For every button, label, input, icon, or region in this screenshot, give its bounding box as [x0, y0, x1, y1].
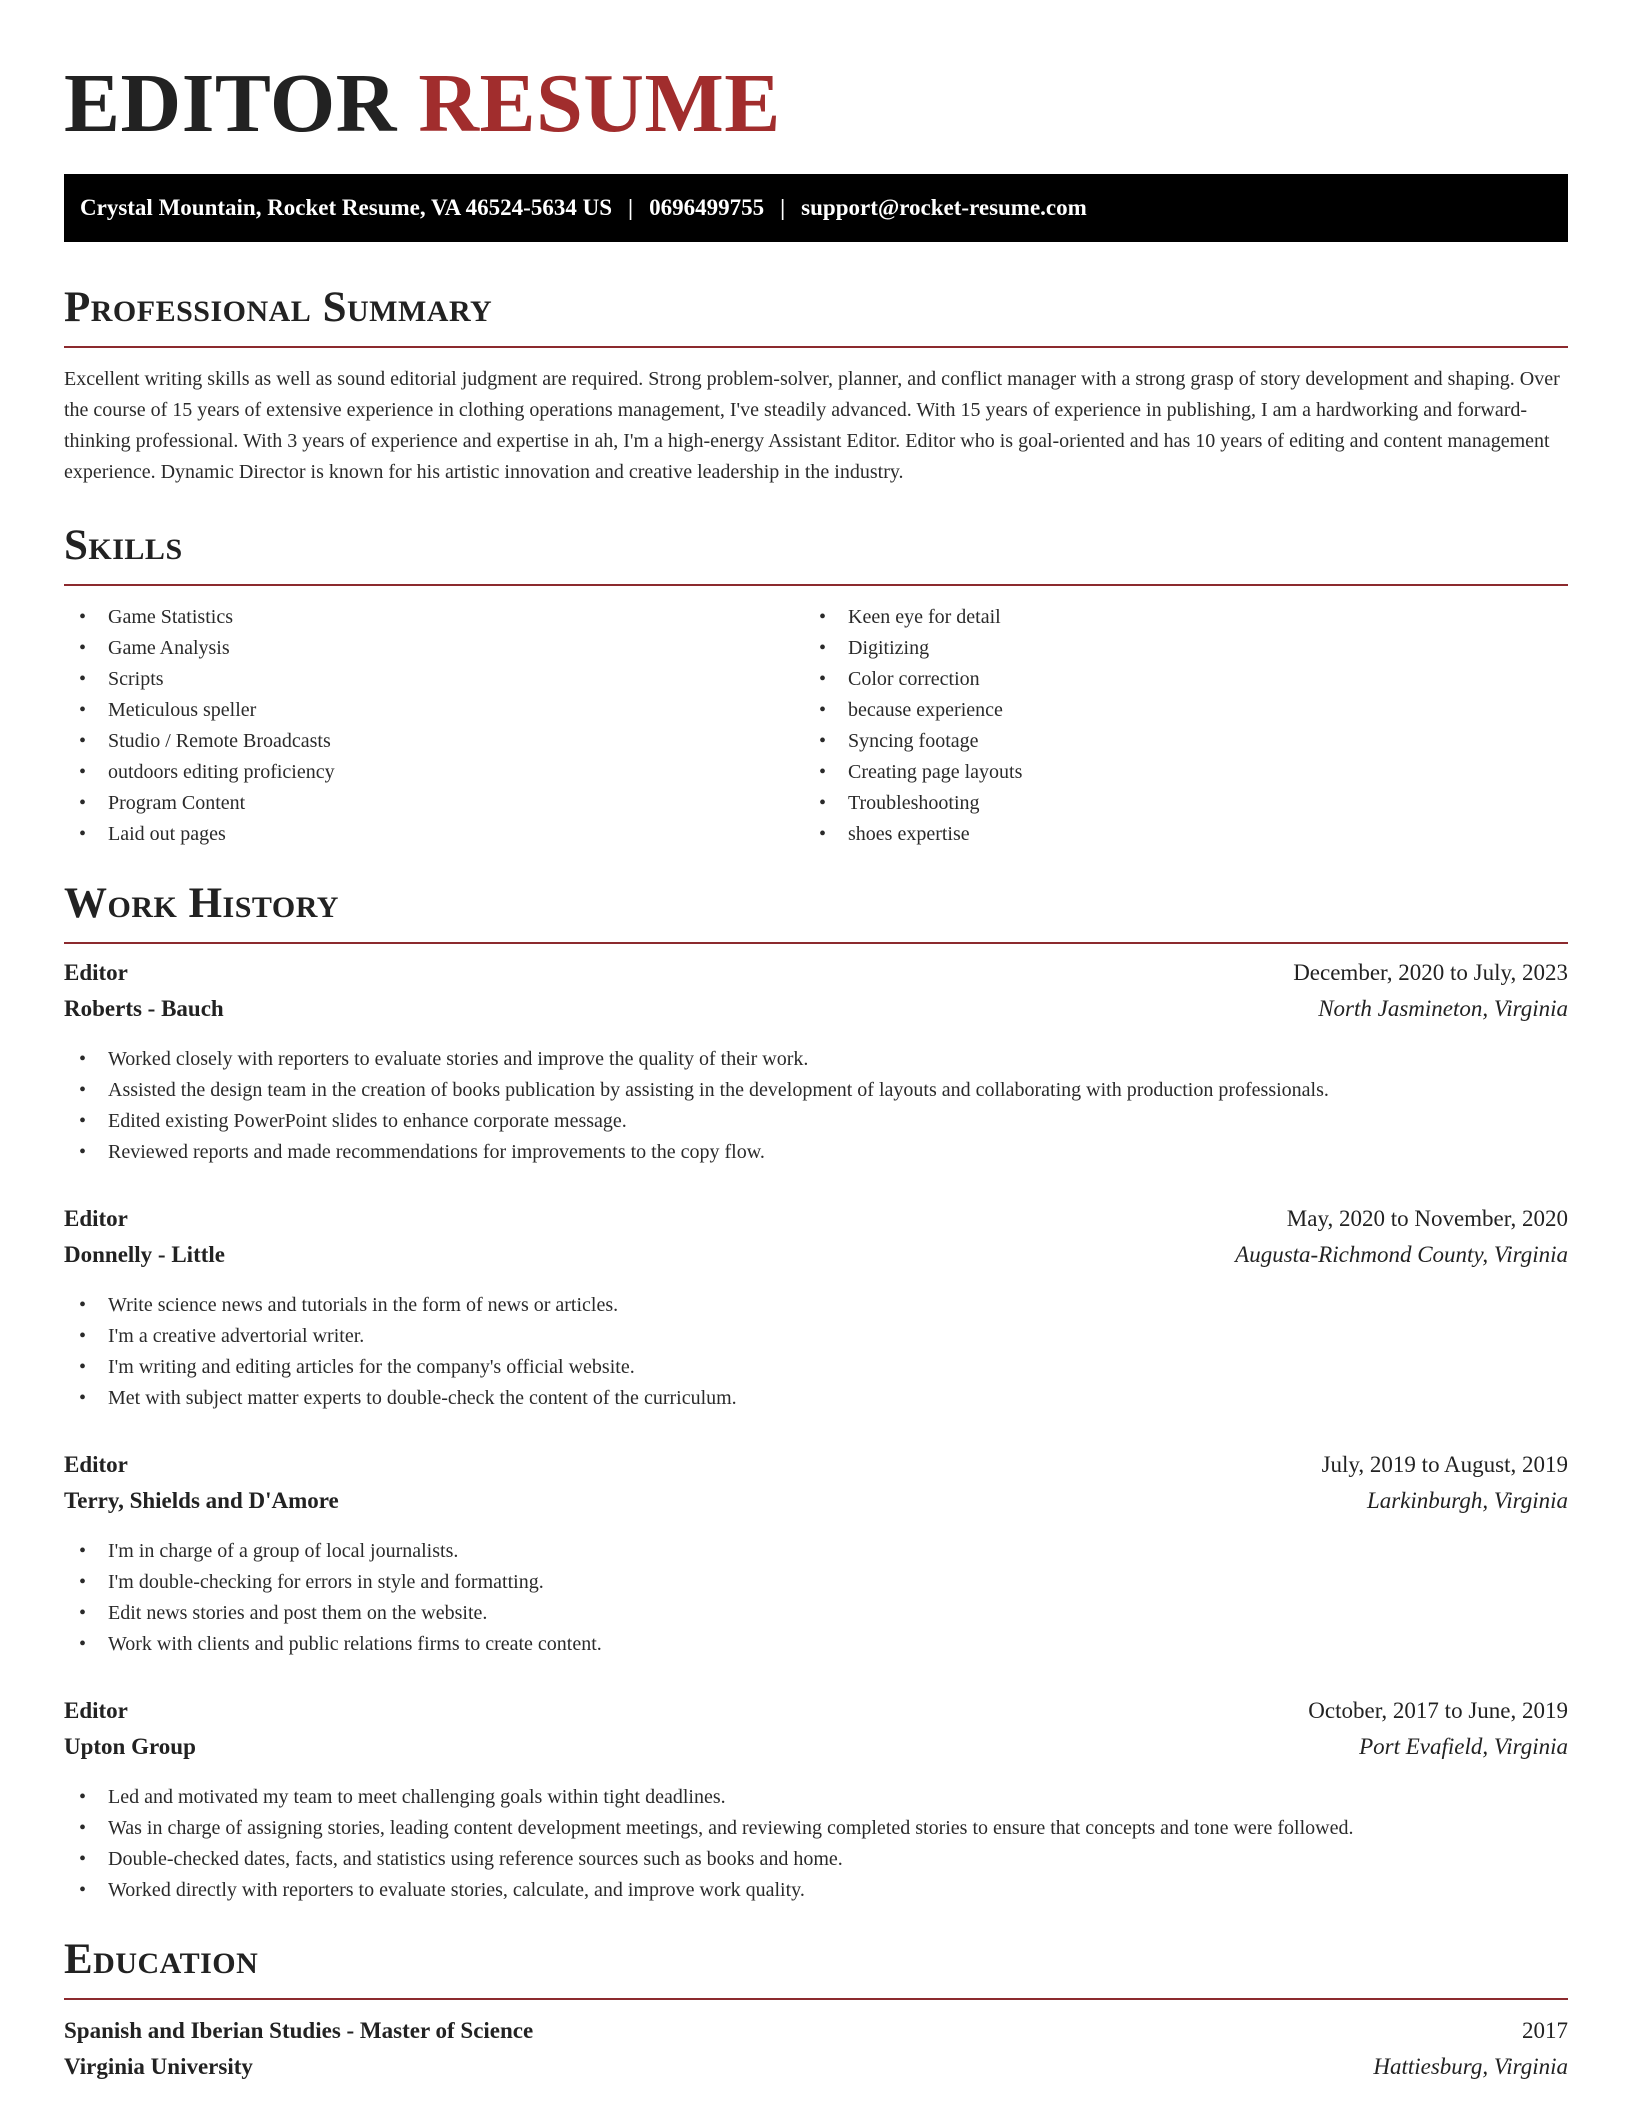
- section-divider: [64, 942, 1568, 944]
- education-year: 2017: [1522, 2018, 1568, 2043]
- job-company: Roberts - Bauch: [64, 996, 224, 1021]
- job-bullet: • Edited existing PowerPoint slides to enhance corporate message.: [64, 1106, 1568, 1137]
- summary-heading: Professional Summary: [64, 284, 493, 331]
- job-bullet: • Led and motivated my team to meet challenging goals within tight deadlines.: [64, 1782, 1568, 1813]
- job-location: Port Evafield, Virginia: [1359, 1734, 1568, 1759]
- education-school-row: [64, 2054, 1568, 2090]
- job-bullet: • I'm a creative advertorial writer.: [64, 1321, 1568, 1352]
- education-degree-row: [64, 2018, 1568, 2054]
- education-entry: [64, 2018, 1568, 2090]
- skill-item: • Keen eye for detail: [804, 602, 1544, 633]
- contact-address: Crystal Mountain, Rocket Resume, VA 46524-5634 US: [80, 195, 612, 220]
- contact-bar: [64, 174, 1568, 242]
- job-bullet: • I'm double-checking for errors in style and formatting.: [64, 1567, 1568, 1598]
- job-company: Upton Group: [64, 1734, 196, 1759]
- job-dates: July, 2019 to August, 2019: [1321, 1452, 1568, 1477]
- resume-title: [64, 0, 1568, 150]
- skill-item: • Color correction: [804, 664, 1544, 695]
- job-bullet: • Met with subject matter experts to double-check the content of the curriculum.: [64, 1383, 1568, 1414]
- skill-item: • shoes expertise: [804, 819, 1544, 850]
- education-degree: Spanish and Iberian Studies - Master of Science: [64, 2018, 534, 2043]
- skill-item: • Scripts: [64, 664, 804, 695]
- job-bullets: [64, 1782, 1568, 1906]
- skill-item: • outdoors editing proficiency: [64, 757, 804, 788]
- skills-list-left: [64, 602, 804, 850]
- work-history-section: [64, 878, 1568, 1906]
- contact-separator: |: [780, 195, 786, 220]
- job-bullets: [64, 1290, 1568, 1414]
- contact-separator: |: [628, 195, 634, 220]
- job-dates: December, 2020 to July, 2023: [1293, 960, 1568, 985]
- job-bullet: • Write science news and tutorials in the form of news or articles.: [64, 1290, 1568, 1321]
- job-bullet: • Edit news stories and post them on the website.: [64, 1598, 1568, 1629]
- job-title: Editor: [64, 1698, 128, 1723]
- education-section: [64, 1934, 1568, 2090]
- title-accent-word: RESUME: [418, 57, 781, 150]
- job-bullet: • Double-checked dates, facts, and statistics using reference sources such as books and home.: [64, 1844, 1568, 1875]
- job-company-row: [64, 996, 1568, 1032]
- education-heading: Education: [64, 1936, 259, 1983]
- job-location: North Jasmineton, Virginia: [1318, 996, 1568, 1021]
- title-first-word: EDITOR: [64, 57, 397, 150]
- job-bullet: • I'm writing and editing articles for the company's official website.: [64, 1352, 1568, 1383]
- job-bullet: • Worked directly with reporters to evaluate stories, calculate, and improve work quality.: [64, 1875, 1568, 1906]
- work-history-heading: Work History: [64, 880, 339, 927]
- skill-item: • Laid out pages: [64, 819, 804, 850]
- contact-phone: 0696499755: [649, 195, 765, 220]
- job-bullet: • Worked closely with reporters to evaluate stories and improve the quality of their work.: [64, 1044, 1568, 1075]
- job-company-row: [64, 1242, 1568, 1278]
- skill-item: • Program Content: [64, 788, 804, 819]
- job-entry: [64, 1206, 1568, 1414]
- skill-item: • Game Statistics: [64, 602, 804, 633]
- job-title-row: [64, 960, 1568, 996]
- job-dates: October, 2017 to June, 2019: [1308, 1698, 1568, 1723]
- job-title: Editor: [64, 1452, 128, 1477]
- job-location: Augusta-Richmond County, Virginia: [1235, 1242, 1568, 1267]
- summary-text: Excellent writing skills as well as sound editorial judgment are required. Strong problem-solver, planner, and conflict manager with a strong grasp of story development and shaping. Over the course of 15 years of extensive experience in clothing operations management, I've steadily advanced. With 15 years of experience in publishing, I am a hardworking and forward-thinking professional. With 3 years of experience and expertise in ah, I'm a high-energy Assistant Editor. Editor who is goal-oriented and has 10 years of editing and content management experience. Dynamic Director is known for his artistic innovation and creative leadership in the industry.: [64, 368, 1560, 483]
- contact-email: support@rocket-resume.com: [801, 195, 1087, 220]
- section-divider: [64, 346, 1568, 348]
- job-title: Editor: [64, 1206, 128, 1231]
- summary-section: [64, 282, 1568, 488]
- skill-item: • because experience: [804, 695, 1544, 726]
- skills-list-right: [804, 602, 1544, 850]
- job-bullet: • Work with clients and public relations firms to create content.: [64, 1629, 1568, 1660]
- skill-item: • Studio / Remote Broadcasts: [64, 726, 804, 757]
- job-entry: [64, 1698, 1568, 1906]
- job-dates: May, 2020 to November, 2020: [1286, 1206, 1568, 1231]
- skill-item: • Digitizing: [804, 633, 1544, 664]
- skill-item: • Game Analysis: [64, 633, 804, 664]
- skills-heading: Skills: [64, 522, 183, 569]
- job-bullet: • I'm in charge of a group of local journalists.: [64, 1536, 1568, 1567]
- job-title-row: [64, 1698, 1568, 1734]
- section-divider: [64, 584, 1568, 586]
- job-company-row: [64, 1488, 1568, 1524]
- section-divider: [64, 1998, 1568, 2000]
- skills-section: [64, 520, 1568, 850]
- education-school: Virginia University: [64, 2054, 253, 2079]
- skill-item: • Meticulous speller: [64, 695, 804, 726]
- education-location: Hattiesburg, Virginia: [1373, 2054, 1568, 2079]
- skills-columns: [64, 602, 1568, 850]
- job-entry: [64, 960, 1568, 1168]
- job-location: Larkinburgh, Virginia: [1366, 1488, 1568, 1513]
- job-company: Donnelly - Little: [64, 1242, 225, 1267]
- job-bullets: [64, 1044, 1568, 1168]
- job-bullet: • Assisted the design team in the creation of books publication by assisting in the development of layouts and collaborating with production professionals.: [64, 1075, 1568, 1106]
- job-title-row: [64, 1452, 1568, 1488]
- skill-item: • Creating page layouts: [804, 757, 1544, 788]
- job-title: Editor: [64, 960, 128, 985]
- job-company: Terry, Shields and D'Amore: [64, 1488, 339, 1513]
- job-entry: [64, 1452, 1568, 1660]
- job-bullet: • Was in charge of assigning stories, leading content development meetings, and reviewing completed stories to ensure that concepts and tone were followed.: [64, 1813, 1568, 1844]
- skill-item: • Syncing footage: [804, 726, 1544, 757]
- skill-item: • Troubleshooting: [804, 788, 1544, 819]
- job-bullets: [64, 1536, 1568, 1660]
- job-title-row: [64, 1206, 1568, 1242]
- job-company-row: [64, 1734, 1568, 1770]
- job-bullet: • Reviewed reports and made recommendations for improvements to the copy flow.: [64, 1137, 1568, 1168]
